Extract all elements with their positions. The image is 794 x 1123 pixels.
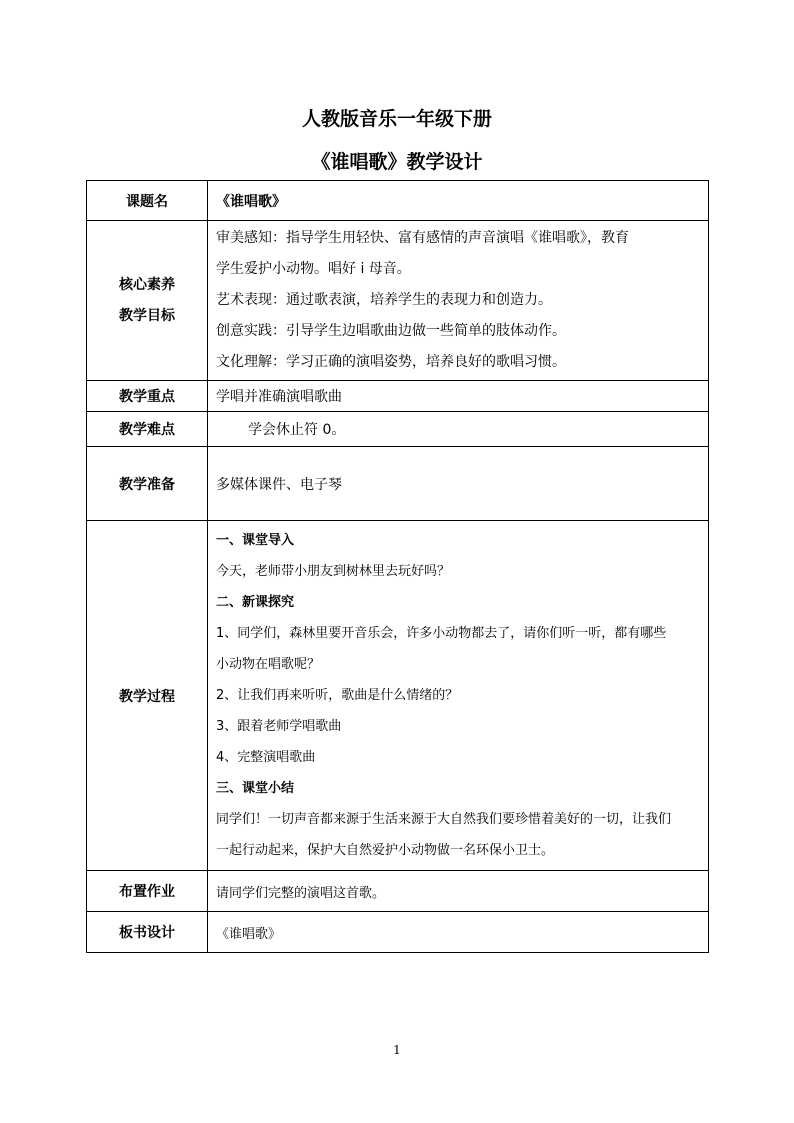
value-difficulties: 学会休止符 0。 — [208, 412, 709, 447]
label-preparation: 教学准备 — [87, 447, 208, 521]
table-row-process — [87, 521, 709, 871]
value-board: 《谁唱歌》 — [208, 912, 709, 953]
label-board: 板书设计 — [87, 912, 208, 953]
value-process — [208, 521, 709, 871]
label-goals-line-2: 教学目标 — [119, 307, 175, 324]
process-line: 同学们！一切声音都来源于生活来源于大自然我们要珍惜着美好的一切，让我们 — [216, 812, 672, 827]
process-line: 小动物在唱歌呢？ — [216, 657, 321, 672]
value-preparation: 多媒体课件、电子琴 — [208, 447, 709, 521]
label-difficulties: 教学难点 — [87, 412, 208, 447]
goals-line: 文化理解：学习正确的演唱姿势，培养良好的歌唱习惯。 — [216, 354, 566, 370]
label-homework: 布置作业 — [87, 871, 208, 912]
process-line: 今天，老师带小朋友到树林里去玩好吗？ — [216, 564, 451, 579]
label-goals-line-1: 核心素养 — [119, 276, 175, 293]
value-topic: 《谁唱歌》 — [208, 181, 709, 221]
page-number: 1 — [393, 1043, 401, 1057]
label-goals — [87, 221, 208, 381]
process-line: 4、完整演唱歌曲 — [216, 750, 316, 765]
document-title: 人教版音乐一年级下册 — [301, 108, 492, 130]
value-key-points: 学唱并准确演唱歌曲 — [208, 381, 709, 412]
label-process: 教学过程 — [87, 521, 208, 871]
document-subtitle: 《谁唱歌》教学设计 — [311, 151, 483, 173]
table-row-key-points — [87, 381, 709, 412]
process-heading: 二、新课探究 — [216, 595, 295, 610]
process-line: 一起行动起来，保护大自然爱护小动物做一名环保小卫士。 — [216, 843, 555, 858]
value-goals — [208, 221, 709, 381]
table-row-board — [87, 912, 709, 953]
label-topic: 课题名 — [87, 181, 208, 221]
process-heading: 一、课堂导入 — [216, 533, 295, 548]
process-line: 3、跟着老师学唱歌曲 — [216, 719, 342, 734]
process-line: 2、让我们再来听听，歌曲是什么情绪的？ — [216, 688, 459, 703]
table-row-goals — [87, 221, 709, 381]
goals-line: 创意实践：引导学生边唱歌曲边做一些简单的肢体动作。 — [216, 323, 566, 339]
lesson-plan-table — [86, 180, 709, 953]
table-row-difficulties — [87, 412, 709, 447]
process-heading: 三、课堂小结 — [216, 781, 295, 796]
goals-line: 学生爱护小动物。唱好 i 母音。 — [216, 261, 411, 277]
table-row-homework — [87, 871, 709, 912]
table-row-topic — [87, 181, 709, 221]
value-homework: 请同学们完整的演唱这首歌。 — [208, 871, 709, 912]
table-row-preparation — [87, 447, 709, 521]
label-key-points: 教学重点 — [87, 381, 208, 412]
goals-line: 审美感知：指导学生用轻快、富有感情的声音演唱《谁唱歌》，教育 — [216, 230, 629, 246]
goals-line: 艺术表现：通过歌表演，培养学生的表现力和创造力。 — [216, 292, 552, 308]
process-line: 1、同学们，森林里要开音乐会，许多小动物都去了，请你们听一听，都有哪些 — [216, 626, 667, 641]
